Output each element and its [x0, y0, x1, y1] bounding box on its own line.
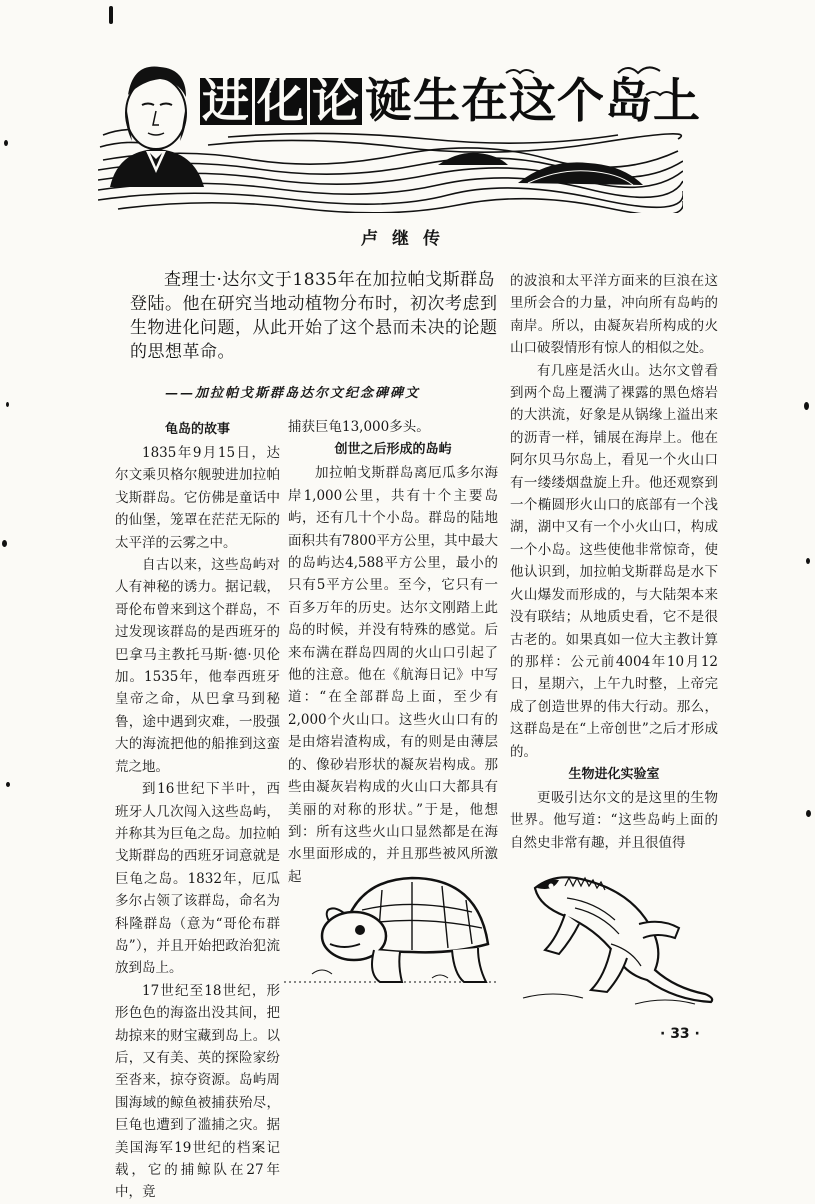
tortoise-illustration	[282, 870, 500, 988]
paragraph: 加拉帕戈斯群岛离厄瓜多尔海岸1,000公里，共有十个主要岛屿，还有几十个小岛。群岛的陆地面积共有7800平方公里，其中最大的岛屿达4,588平方公里，最小的只有5平方公里。至今，它只有一百多万年的历史。达尔文刚踏上此岛的时候，并没有特殊的感觉。后来布满在群岛四周的火山口引起了他的注意。他在《航海日记》中写道：“在全部群岛上面，至少有2,000个火山口。这些火山口有的是由熔岩渣构成，有的则是由薄层的、像砂岩形状的凝灰岩构成。那些由凝灰岩构成的火山口大都具有美丽的对称的形状。”于是，他想到：所有这些火山口显然都是在海水里面形成的，并且那些被风所激起	[288, 465, 498, 885]
section-heading: 生物进化实验室	[568, 766, 660, 782]
title-char: 在	[461, 74, 509, 129]
title-char: 论	[312, 74, 360, 129]
tortoise-icon	[284, 878, 498, 982]
paragraph: 1835年9月15日，达尔文乘贝格尔舰驶进加拉帕戈斯群岛。它仿佛是童话中的仙堡，笼罩在茫茫无际的太平洋的云雾之中。	[115, 445, 280, 551]
author-byline: 卢继传	[361, 229, 454, 249]
paragraph: 有几座是活火山。达尔文曾看到两个岛上覆满了裸露的黑色熔岩的大洪流，好象是从锅缘上溢出来的沥青一样，铺展在海岸上。他在阿尔贝马尔岛上，看见一个火山口有一缕缕烟盘旋上升。他还观察到一个椭圆形火山口的底部有一个浅湖，湖中又有一个小火山口，构成一个小岛。这些使他非常惊奇，使他认识到，加拉帕戈斯群岛是水下火山爆发而形成的，与大陆架本来没有联结；从地质史看，它不是很古老的。如果真如一位大主教计算的那样：公元前4004年10月12日，星期六，上午九时整，上帝完成了创造世界的伟大行动。那么，这群岛是在“上帝创世”之后才形成的。	[510, 362, 718, 760]
iguana-illustration	[515, 858, 725, 1008]
title-char: 个	[557, 74, 605, 129]
title-char: 生	[413, 74, 461, 129]
darwin-portrait-icon	[110, 67, 204, 187]
title-char: 化	[257, 74, 305, 129]
scan-speck	[4, 140, 8, 146]
paragraph: 17世纪至18世纪，形形色色的海盗出没其间，把劫掠来的财宝藏到岛上。以后，又有美、英的探险家纷至沓来，掠夺资源。岛屿周围海域的鲸鱼被捕获殆尽，巨龟也遭到了滥捕之灾。据美国海军19世纪的档案记载，它的捕鲸队在27年中，竟	[115, 982, 280, 1201]
scan-speck	[109, 6, 113, 24]
scan-speck	[6, 402, 9, 407]
title-char: 这	[509, 74, 557, 129]
column-3	[510, 270, 718, 854]
scan-speck	[806, 810, 811, 817]
paragraph: 更吸引达尔文的是这里的生物世界。他写道：“这些岛屿上面的自然史非常有趣，并且很值得	[510, 789, 718, 851]
title-char: 岛	[605, 74, 653, 129]
column-2	[288, 416, 498, 888]
scan-speck	[806, 558, 810, 564]
section-heading: 龟岛的故事	[164, 422, 230, 437]
title-char: 上	[653, 74, 701, 129]
title-char: 诞	[365, 74, 413, 129]
scan-speck	[804, 402, 809, 410]
epigraph: 查理士·达尔文于1835年在加拉帕戈斯群岛登陆。他在研究当地动植物分布时，初次考虑到生物进化问题，从此开始了这个悬而未决的论题的思想革命。	[130, 270, 498, 362]
scan-speck	[6, 782, 10, 787]
title-char: 进	[202, 74, 250, 129]
iguana-icon	[523, 877, 712, 1004]
paragraph: 的波浪和太平洋方面来的巨浪在这里所会合的力量，冲向所有岛屿的南岸。所以，由凝灰岩所构成的火山口破裂情形有惊人的相似之处。	[510, 273, 718, 357]
column-1	[115, 418, 280, 1204]
paragraph: 捕获巨龟13,000多头。	[288, 419, 430, 435]
section-heading: 创世之后形成的岛屿	[334, 442, 452, 458]
page-number: · 33 ·	[660, 1026, 700, 1042]
article-title	[200, 74, 701, 129]
scan-speck	[2, 540, 7, 547]
epigraph-source: ——加拉帕戈斯群岛达尔文纪念碑碑文	[165, 386, 421, 401]
paragraph: 自古以来，这些岛屿对人有神秘的诱力。据记载，哥伦布曾来到这个群岛，不过发现该群岛的是西班牙的巴拿马主教托马斯·德·贝伦加。1535年，他奉西班牙皇帝之命，从巴拿马到秘鲁，途中遇到灾难，一股强大的海流把他的船推到这蛮荒之地。	[115, 557, 280, 775]
paragraph: 到16世纪下半叶，西班牙人几次闯入这些岛屿，并称其为巨龟之岛。加拉帕戈斯群岛的西班牙词意就是巨龟之岛。1832年，厄瓜多尔占领了该群岛，命名为科隆群岛（意为“哥伦布群岛”），并且开始把政治犯流放到岛上。	[115, 781, 280, 977]
